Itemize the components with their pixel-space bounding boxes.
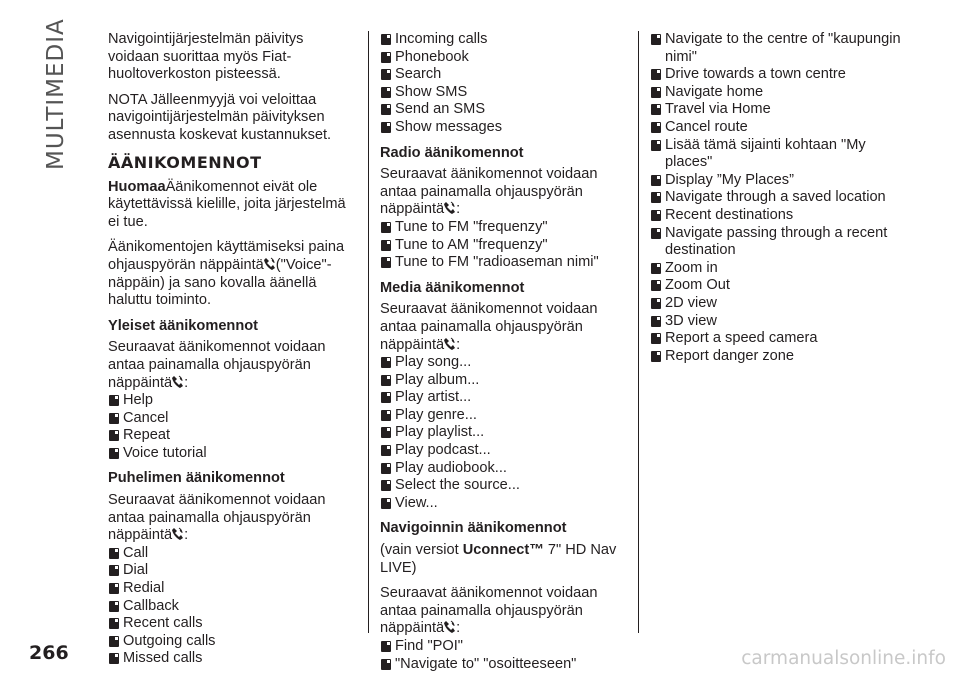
checkbox-bullet-icon xyxy=(109,413,119,424)
list-item xyxy=(650,277,910,295)
checkbox-bullet-icon xyxy=(651,69,661,80)
checkbox-bullet-icon xyxy=(109,583,119,594)
list-item xyxy=(380,119,630,137)
usage-paragraph xyxy=(108,239,353,309)
list-item-label: Play artist... xyxy=(395,389,472,406)
checkbox-bullet-icon xyxy=(109,548,119,559)
phone-heading: Puhelimen äänikomennot xyxy=(108,470,285,487)
checkbox-bullet-icon xyxy=(651,104,661,115)
checkbox-bullet-icon xyxy=(109,653,119,664)
general-heading: Yleiset äänikomennot xyxy=(108,317,259,334)
list-item xyxy=(380,101,630,119)
list-item xyxy=(650,189,910,207)
list-item-label: Tune to AM "frequenzy" xyxy=(395,236,548,253)
list-item-label: Navigate passing through a recent destination xyxy=(665,224,888,259)
column-divider xyxy=(368,31,369,633)
colon: : xyxy=(184,527,189,544)
checkbox-bullet-icon xyxy=(109,448,119,459)
media-heading: Media äänikomennot xyxy=(380,279,525,296)
list-item xyxy=(380,638,630,656)
voice-button-icon xyxy=(444,337,456,351)
list-item xyxy=(108,650,353,668)
list-item-label: Select the source... xyxy=(395,477,520,494)
list-item-label: Travel via Home xyxy=(665,101,771,118)
watermark: carmanualsonline.info xyxy=(741,648,946,669)
checkbox-bullet-icon xyxy=(381,257,391,268)
voice-button-icon xyxy=(264,257,276,271)
list-item-label: Call xyxy=(123,544,149,561)
colon: : xyxy=(456,201,461,218)
checkbox-bullet-icon xyxy=(381,463,391,474)
nota-paragraph: NOTA Jälleenmyyjä voi veloittaa navigointijärjestelmän päivityksen asennusta koskevat kustannukset. xyxy=(108,91,332,143)
list-item-label: Zoom in xyxy=(665,259,718,276)
checkbox-bullet-icon xyxy=(381,87,391,98)
main-heading: ÄÄNIKOMENNOT xyxy=(108,152,262,172)
list-item xyxy=(380,237,630,255)
list-item xyxy=(108,562,353,580)
list-item xyxy=(108,633,353,651)
list-item-label: Play album... xyxy=(395,371,480,388)
checkbox-bullet-icon xyxy=(381,69,391,80)
press-text: Seuraavat äänikomennot voidaan antaa painamalla ohjauspyörän näppäintä xyxy=(380,166,598,218)
usage-text-a: Äänikomentojen käyttämiseksi paina ohjauspyörän näppäintä xyxy=(108,239,345,273)
list-item-label: Show SMS xyxy=(395,83,468,100)
list-item xyxy=(650,330,910,348)
list-item xyxy=(380,495,630,513)
list-item xyxy=(380,442,630,460)
list-item xyxy=(380,407,630,425)
list-item-label: Play audiobook... xyxy=(395,459,507,476)
checkbox-bullet-icon xyxy=(381,222,391,233)
usage-text-b: ("Voice"-näppäin) ja sano kovalla äänellä haluttu toiminto. xyxy=(108,256,332,309)
list-item-label: Send an SMS xyxy=(395,101,486,118)
list-item xyxy=(650,348,910,366)
colon: : xyxy=(456,336,461,353)
list-item-label: Repeat xyxy=(123,427,171,444)
list-item xyxy=(650,295,910,313)
list-item xyxy=(380,372,630,390)
checkbox-bullet-icon xyxy=(651,351,661,362)
list-item-label: Help xyxy=(123,392,154,409)
list-item-label: Navigate to the centre of "kaupungin nimi" xyxy=(665,31,901,65)
media-list xyxy=(380,354,630,512)
checkbox-bullet-icon xyxy=(651,298,661,309)
column-3 xyxy=(650,31,910,373)
list-item xyxy=(650,137,910,172)
list-item-label: Callback xyxy=(123,597,179,614)
list-item xyxy=(650,84,910,102)
radio-press-text xyxy=(380,166,630,219)
checkbox-bullet-icon xyxy=(109,636,119,647)
checkbox-bullet-icon xyxy=(651,140,661,151)
list-item-label: View... xyxy=(395,494,438,511)
list-item xyxy=(108,580,353,598)
nav-version-note xyxy=(380,542,630,577)
list-item xyxy=(380,66,630,84)
nav-note-prefix: (vain versiot xyxy=(380,542,463,559)
nav-list xyxy=(380,638,630,673)
intro-paragraph: Navigointijärjestelmän päivitys voidaan suorittaa myös Fiat-huoltoverkoston pisteessä. xyxy=(108,31,304,83)
list-item xyxy=(650,225,910,260)
checkbox-bullet-icon xyxy=(381,410,391,421)
colon: : xyxy=(456,620,461,637)
list-item-label: Drive towards a town centre xyxy=(665,66,846,83)
nav-list-continued xyxy=(650,31,910,365)
list-item xyxy=(650,260,910,278)
checkbox-bullet-icon xyxy=(651,175,661,186)
phone-list-continued xyxy=(380,31,630,137)
list-item-label: Missed calls xyxy=(123,650,203,667)
list-item xyxy=(380,477,630,495)
checkbox-bullet-icon xyxy=(109,395,119,406)
list-item-label: Display ”My Places” xyxy=(665,171,794,188)
list-item xyxy=(108,410,353,428)
list-item-label: Tune to FM "frequenzy" xyxy=(395,218,548,235)
checkbox-bullet-icon xyxy=(381,498,391,509)
list-item xyxy=(380,84,630,102)
press-text: Seuraavat äänikomennot voidaan antaa painamalla ohjauspyörän näppäintä xyxy=(380,585,598,637)
list-item-label: Outgoing calls xyxy=(123,632,216,649)
voice-button-icon xyxy=(172,375,184,389)
list-item xyxy=(650,66,910,84)
nav-note-suffix: 7" HD Nav LIVE) xyxy=(380,542,617,576)
list-item-label: Cancel xyxy=(123,409,169,426)
list-item xyxy=(650,31,910,66)
checkbox-bullet-icon xyxy=(381,122,391,133)
radio-list xyxy=(380,219,630,272)
list-item-label: Cancel route xyxy=(665,118,748,135)
list-item-label: Navigate home xyxy=(665,83,764,100)
list-item xyxy=(380,219,630,237)
list-item xyxy=(380,49,630,67)
checkbox-bullet-icon xyxy=(381,240,391,251)
checkbox-bullet-icon xyxy=(651,210,661,221)
list-item-label: Play song... xyxy=(395,354,472,371)
list-item-label: Search xyxy=(395,66,442,83)
list-item xyxy=(650,172,910,190)
page-number: 266 xyxy=(29,642,69,664)
list-item-label: "Navigate to" "osoitteeseen" xyxy=(395,655,577,672)
list-item-label: Phonebook xyxy=(395,48,469,65)
list-item xyxy=(380,254,630,272)
list-item-label: Lisää tämä sijainti kohtaan "My places" xyxy=(665,136,866,171)
list-item xyxy=(380,460,630,478)
checkbox-bullet-icon xyxy=(109,430,119,441)
checkbox-bullet-icon xyxy=(651,316,661,327)
nav-heading: Navigoinnin äänikomennot xyxy=(380,520,567,537)
checkbox-bullet-icon xyxy=(651,34,661,45)
checkbox-bullet-icon xyxy=(381,375,391,386)
checkbox-bullet-icon xyxy=(651,280,661,291)
list-item xyxy=(108,427,353,445)
list-item xyxy=(380,354,630,372)
checkbox-bullet-icon xyxy=(109,601,119,612)
list-item-label: Voice tutorial xyxy=(123,444,207,461)
press-text: Seuraavat äänikomennot voidaan antaa painamalla ohjauspyörän näppäintä xyxy=(380,301,598,353)
phone-press-text xyxy=(108,492,353,545)
checkbox-bullet-icon xyxy=(381,357,391,368)
voice-button-icon xyxy=(444,201,456,215)
column-2 xyxy=(380,31,630,681)
list-item xyxy=(380,31,630,49)
nav-note-brand: Uconnect™ xyxy=(462,542,544,559)
list-item xyxy=(650,207,910,225)
huomaa-label: Huomaa xyxy=(108,178,166,195)
press-text: Seuraavat äänikomennot voidaan antaa painamalla ohjauspyörän näppäintä xyxy=(108,492,326,544)
list-item-label: Find "POI" xyxy=(395,638,463,654)
list-item xyxy=(108,615,353,633)
phone-list xyxy=(108,545,353,668)
checkbox-bullet-icon xyxy=(651,122,661,133)
media-press-text xyxy=(380,301,630,354)
list-item-label: Zoom Out xyxy=(665,277,730,294)
list-item-label: Report a speed camera xyxy=(665,330,818,347)
list-item xyxy=(650,101,910,119)
list-item-label: 2D view xyxy=(665,294,717,311)
voice-button-icon xyxy=(172,527,184,541)
general-list xyxy=(108,392,353,462)
list-item-label: Show messages xyxy=(395,118,503,135)
list-item xyxy=(650,119,910,137)
column-1 xyxy=(108,31,353,676)
checkbox-bullet-icon xyxy=(109,618,119,629)
list-item-label: Play playlist... xyxy=(395,424,485,441)
checkbox-bullet-icon xyxy=(651,87,661,98)
list-item-label: Tune to FM "radioaseman nimi" xyxy=(395,254,599,271)
checkbox-bullet-icon xyxy=(651,192,661,203)
list-item xyxy=(380,424,630,442)
checkbox-bullet-icon xyxy=(651,263,661,274)
checkbox-bullet-icon xyxy=(651,333,661,344)
checkbox-bullet-icon xyxy=(381,34,391,45)
list-item-label: Recent destinations xyxy=(665,206,794,223)
list-item-label: Navigate through a saved location xyxy=(665,189,886,206)
checkbox-bullet-icon xyxy=(109,565,119,576)
list-item xyxy=(108,545,353,563)
checkbox-bullet-icon xyxy=(381,427,391,438)
checkbox-bullet-icon xyxy=(381,641,391,652)
voice-button-icon xyxy=(444,620,456,634)
checkbox-bullet-icon xyxy=(381,52,391,63)
checkbox-bullet-icon xyxy=(381,392,391,403)
checkbox-bullet-icon xyxy=(381,104,391,115)
list-item-label: Incoming calls xyxy=(395,31,488,47)
colon: : xyxy=(184,374,189,391)
huomaa-paragraph xyxy=(108,179,353,232)
list-item-label: 3D view xyxy=(665,312,717,329)
list-item xyxy=(380,389,630,407)
radio-heading: Radio äänikomennot xyxy=(380,144,524,161)
list-item-label: Play genre... xyxy=(395,406,477,423)
list-item xyxy=(380,656,630,674)
list-item xyxy=(108,445,353,463)
section-tab: MULTIMEDIA xyxy=(43,18,69,170)
checkbox-bullet-icon xyxy=(381,659,391,670)
list-item-label: Recent calls xyxy=(123,615,203,632)
checkbox-bullet-icon xyxy=(651,228,661,239)
huomaa-text: Äänikomennot eivät ole käytettävissä kielille, joita järjestelmä ei tue. xyxy=(108,178,346,230)
list-item xyxy=(108,598,353,616)
list-item-label: Play podcast... xyxy=(395,442,491,459)
general-press-text xyxy=(108,339,353,392)
list-item xyxy=(108,392,353,410)
checkbox-bullet-icon xyxy=(381,445,391,456)
list-item xyxy=(650,313,910,331)
list-item-label: Report danger zone xyxy=(665,347,794,364)
nav-press-text xyxy=(380,585,630,638)
press-text: Seuraavat äänikomennot voidaan antaa painamalla ohjauspyörän näppäintä xyxy=(108,339,326,391)
list-item-label: Dial xyxy=(123,562,149,579)
list-item-label: Redial xyxy=(123,580,165,597)
checkbox-bullet-icon xyxy=(381,480,391,491)
column-divider xyxy=(638,31,639,633)
